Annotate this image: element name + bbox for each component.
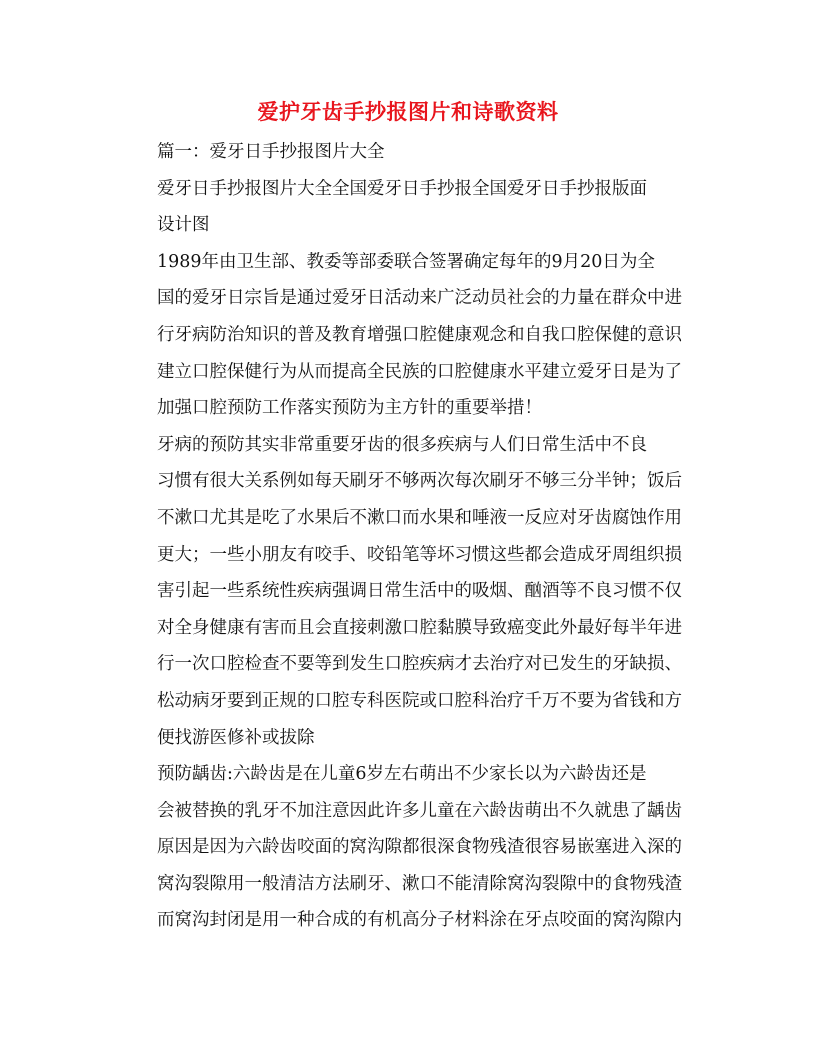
text-line: 预防龋齿:六龄齿是在儿童6岁左右萌出不少家长以为六龄齿还是 xyxy=(157,764,647,785)
paragraph xyxy=(122,134,696,171)
paragraph xyxy=(122,244,696,427)
text-line: 不漱口尤其是吃了水果后不漱口而水果和唾液一反应对牙齿腐蚀作用 xyxy=(157,507,682,528)
text-line: 国的爱牙日宗旨是通过爱牙日活动来广泛动员社会的力量在群众中进 xyxy=(157,288,682,309)
text-line: 行一次口腔检查不要等到发生口腔疾病才去治疗对已发生的牙缺损、 xyxy=(157,654,682,675)
text-line: 对全身健康有害而且会直接刺激口腔黏膜导致癌变此外最好每半年进 xyxy=(157,617,682,638)
text-line: 而窝沟封闭是用一种合成的有机高分子材料涂在牙点咬面的窝沟隙内 xyxy=(157,910,682,931)
text-line: 更大；一些小朋友有咬手、咬铅笔等坏习惯这些都会造成牙周组织损 xyxy=(157,544,682,565)
text-line: 建立口腔保健行为从而提高全民族的口腔健康水平建立爱牙日是为了 xyxy=(157,361,682,382)
document-body xyxy=(122,134,696,939)
paragraph xyxy=(122,756,696,939)
text-line: 行牙病防治知识的普及教育增强口腔健康观念和自我口腔保健的意识 xyxy=(157,324,682,345)
text-line: 习惯有很大关系例如每天刷牙不够两次每次刷牙不够三分半钟；饭后 xyxy=(157,471,682,492)
paragraph xyxy=(122,171,696,244)
text-line: 原因是因为六龄齿咬面的窝沟隙都很深食物残渣很容易嵌塞进入深的 xyxy=(157,837,682,858)
text-line: 窝沟裂隙用一般清洁方法刷牙、漱口不能清除窝沟裂隙中的食物残渣 xyxy=(157,873,682,894)
document-title: 爱护牙齿手抄报图片和诗歌资料 xyxy=(257,99,559,124)
text-line: 爱牙日手抄报图片大全全国爱牙日手抄报全国爱牙日手抄报版面 xyxy=(157,178,647,199)
text-line: 害引起一些系统性疾病强调日常生活中的吸烟、酗酒等不良习惯不仅 xyxy=(157,581,682,602)
text-line: 篇一：爱牙日手抄报图片大全 xyxy=(157,142,385,162)
text-line: 设计图 xyxy=(157,215,210,236)
text-line: 牙病的预防其实非常重要牙齿的很多疾病与人们日常生活中不良 xyxy=(157,434,647,455)
paragraph xyxy=(122,427,696,756)
text-line: 加强口腔预防工作落实预防为主方针的重要举措！ xyxy=(157,398,542,419)
text-line: 1989年由卫生部、教委等部委联合签署确定每年的9月20日为全 xyxy=(157,251,655,272)
text-line: 会被替换的乳牙不加注意因此许多儿童在六龄齿萌出不久就患了龋齿 xyxy=(157,800,682,821)
text-line: 松动病牙要到正规的口腔专科医院或口腔科治疗千万不要为省钱和方 xyxy=(157,690,682,711)
text-line: 便找游医修补或拔除 xyxy=(157,727,315,748)
